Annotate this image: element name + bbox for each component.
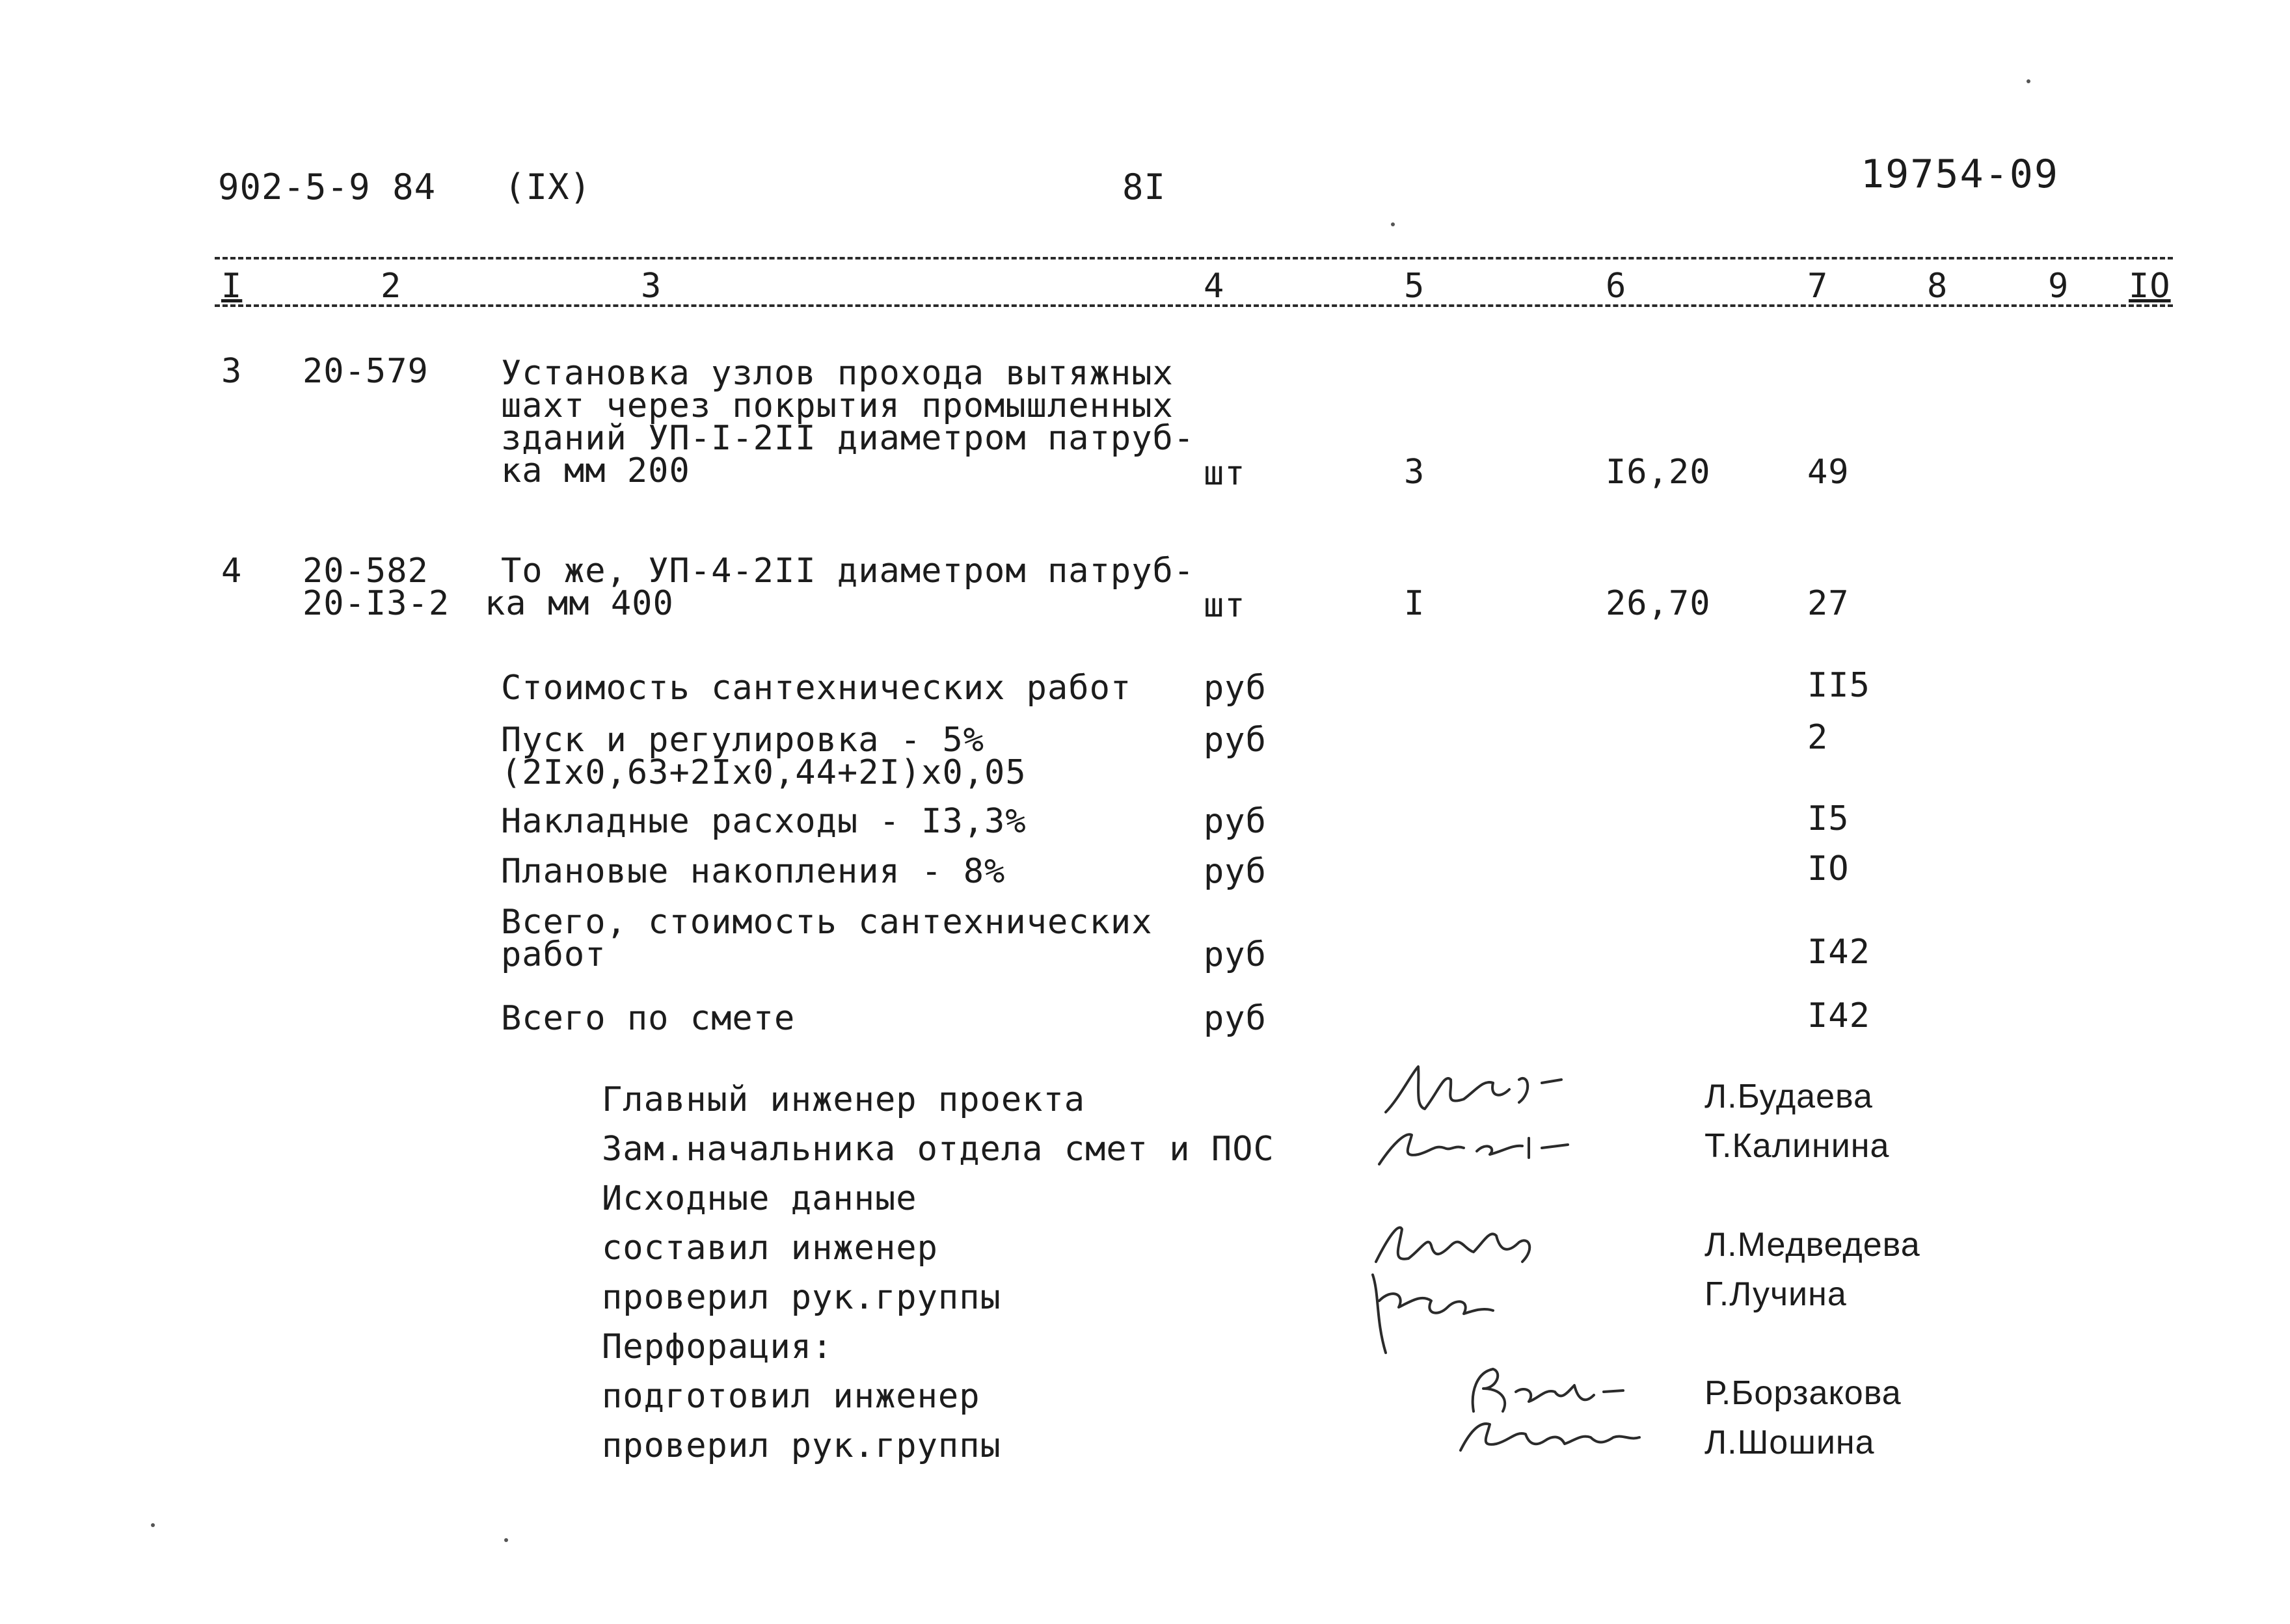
signature-role-compiled-by: составил инженер [602,1229,938,1268]
signature-role-checked-by-2: проверил рук.группы [602,1426,1001,1465]
scan-speck [2027,79,2030,83]
column-rule-top [215,257,2173,260]
page-number: 8I [1122,166,1166,207]
summary-commissioning-label: Пуск и регулировка - 5% [501,721,985,760]
signature-name-medvedeva: Л.Медведева [1704,1226,1920,1264]
signature-role-prepared-by: подготовил инженер [602,1377,980,1416]
document-code: 902-5-9 84 [218,166,437,207]
section-number: (IX) [504,166,592,207]
summary-sanitary-cost-value: II5 [1807,666,1870,705]
handwritten-signature-kalinina [1373,1119,1581,1177]
column-header-10: IO [2129,267,2171,306]
summary-grand-total-label: Всего по смете [501,999,796,1038]
row-4-unit-price: 26,70 [1606,584,1711,623]
summary-planned-savings-label: Плановые накопления - 8% [501,852,1006,891]
column-header-1: I [221,267,243,306]
column-rule-bottom [215,304,2173,307]
summary-total-sanitary-label-line-1: Всего, стоимость сантехнических [501,903,1153,942]
summary-commissioning-unit: руб [1204,721,1267,760]
column-header-4: 4 [1204,267,1225,306]
signature-name-shoshina: Л.Шошина [1704,1424,1875,1461]
signature-role-source-data: Исходные данные [602,1179,917,1218]
handwritten-signature-budaeva [1379,1054,1574,1125]
summary-grand-total-unit: руб [1204,999,1267,1038]
summary-overhead-label: Накладные расходы - I3,3% [501,802,1027,841]
column-header-8: 8 [1927,267,1948,306]
row-4-code-line-1: 20-582 [303,552,429,591]
row-3-quantity: 3 [1404,453,1425,492]
column-header-9: 9 [2048,267,2069,306]
summary-sanitary-cost-unit: руб [1204,669,1267,708]
signature-role-checked-by: проверил рук.группы [602,1278,1001,1317]
row-3-unit: шт [1204,454,1246,493]
signature-role-perforation: Перфорация: [602,1327,833,1366]
summary-grand-total-value: I42 [1807,996,1870,1035]
summary-total-sanitary-value: I42 [1807,933,1870,972]
row-4-quantity: I [1404,584,1425,623]
inventory-stamp: 19754-09 [1861,152,2059,197]
column-header-3: 3 [641,267,662,306]
row-3-description-line-4: ка мм 200 [501,451,690,490]
summary-commissioning-formula: (2Iх0,63+2Iх0,44+2I)х0,05 [501,753,1027,792]
summary-total-sanitary-unit: руб [1204,935,1267,974]
handwritten-signature-shoshina [1451,1405,1652,1463]
summary-planned-savings-value: IO [1807,849,1850,888]
signature-role-deputy-head: Зам.начальника отдела смет и ПОС [602,1130,1274,1169]
column-header-2: 2 [381,267,402,306]
row-3-number: 3 [221,352,243,391]
summary-planned-savings-unit: руб [1204,852,1267,891]
signature-name-luchina: Г.Лучина [1704,1275,1847,1313]
row-3-description-line-2: шахт через покрытия промышленных [501,386,1174,425]
summary-commissioning-value: 2 [1807,718,1829,757]
row-3-description-line-1: Установка узлов прохода вытяжных [501,354,1174,393]
column-header-7: 7 [1807,267,1829,306]
signature-name-kalinina: Т.Калинина [1704,1127,1890,1165]
row-3-description-line-3: зданий УП-I-2II диаметром патруб- [501,419,1195,458]
scan-speck [504,1538,508,1542]
summary-overhead-unit: руб [1204,802,1267,841]
scan-speck [151,1523,155,1527]
summary-total-sanitary-label-line-2: работ [501,935,606,974]
row-4-description-line-1: То же, УП-4-2II диаметром патруб- [501,552,1195,591]
signature-role-chief-engineer: Главный инженер проекта [602,1080,1086,1119]
row-3-total: 49 [1807,453,1850,492]
summary-sanitary-cost-label: Стоимость сантехнических работ [501,669,1132,708]
row-4-code-line-2: 20-I3-2 [303,584,450,623]
row-4-description-line-2: ка мм 400 [485,584,674,623]
signature-name-borzakova: Р.Борзакова [1704,1374,1902,1412]
row-4-total: 27 [1807,584,1850,623]
row-4-unit: шт [1204,586,1246,625]
row-3-unit-price: I6,20 [1606,453,1711,492]
row-4-number: 4 [221,552,243,591]
row-3-code: 20-579 [303,352,429,391]
scan-speck [1391,222,1395,226]
summary-overhead-value: I5 [1807,799,1850,838]
signature-name-budaeva: Л.Будаева [1704,1078,1873,1115]
column-header-5: 5 [1404,267,1425,306]
column-header-6: 6 [1606,267,1627,306]
